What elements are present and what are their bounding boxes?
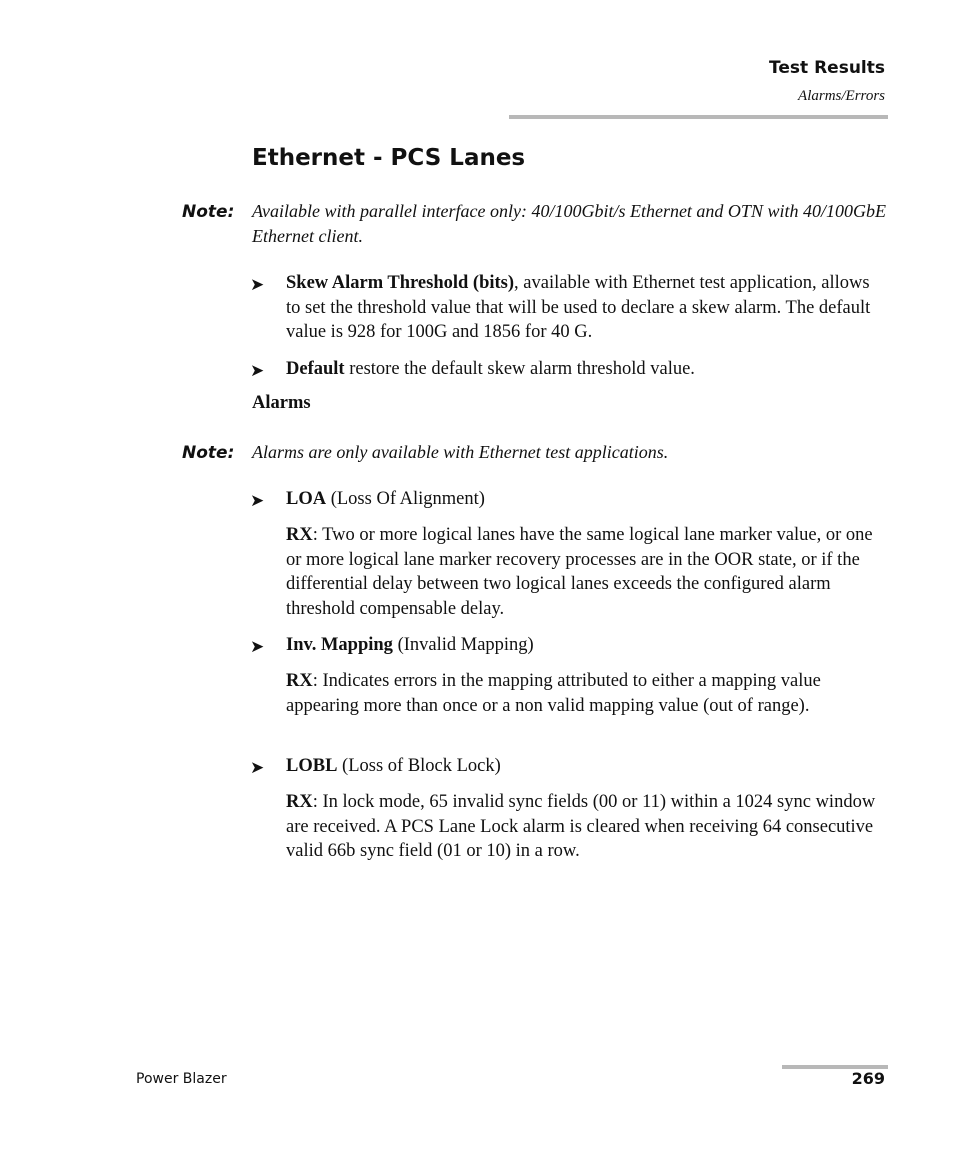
lobl-item: [286, 754, 886, 779]
note-label: Note:: [182, 202, 235, 222]
bullet-arrow-icon: ➤: [250, 275, 265, 294]
note-label: Note:: [182, 443, 235, 463]
section-title: Ethernet - PCS Lanes: [252, 145, 526, 171]
note-text: Alarms are only available with Ethernet test applications.: [252, 442, 669, 462]
loa-desc: (Loss Of Alignment): [326, 489, 485, 509]
inv-mapping-item: [286, 633, 886, 658]
lobl-term: LOBL: [286, 756, 338, 776]
running-header-title: Test Results: [769, 58, 885, 78]
rx-label: RX: [286, 792, 313, 812]
inv-mapping-rx-text: : Indicates errors in the mapping attributed to either a mapping value appearing more than once or a non valid mapping value (out of range).: [286, 671, 821, 716]
inv-mapping-term: Inv. Mapping: [286, 635, 393, 655]
bullet-arrow-icon: ➤: [250, 361, 265, 380]
default-text: restore the default skew alarm threshold value.: [344, 359, 695, 379]
footer-product-name: Power Blazer: [136, 1071, 227, 1087]
loa-rx: [286, 523, 886, 621]
lobl-rx-text: : In lock mode, 65 invalid sync fields (00 or 11) within a 1024 sync window are received. A PCS Lane Lock alarm is cleared when receiving 64 consecutive valid 66b sync field (01 or 10) in a row.: [286, 792, 876, 861]
bullet-arrow-icon: ➤: [250, 758, 265, 777]
default-item: [286, 357, 886, 382]
default-term: Default: [286, 359, 345, 379]
lobl-desc: (Loss of Block Lock): [337, 756, 501, 776]
loa-rx-text: : Two or more logical lanes have the same logical lane marker value, or one or more logical lane marker recovery processes are in the OOR state, or if the differential delay between two logical lanes exceeds the configured alarm threshold compensable delay.: [286, 525, 873, 619]
bullet-arrow-icon: ➤: [250, 637, 265, 656]
header-rule: [509, 115, 888, 119]
loa-term: LOA: [286, 489, 327, 509]
rx-label: RX: [286, 671, 313, 691]
alarms-heading: Alarms: [252, 393, 311, 413]
inv-mapping-desc: (Invalid Mapping): [392, 635, 534, 655]
lobl-rx: [286, 790, 886, 864]
rx-label: RX: [286, 525, 313, 545]
inv-mapping-rx: [286, 669, 886, 718]
page-number: 269: [851, 1069, 885, 1088]
skew-threshold-text: , available with Ethernet test application, allows to set the threshold value that will be used to declare a skew alarm. The default value is 928 for 100G and 1856 for 40 G.: [286, 273, 871, 342]
loa-item: [286, 487, 886, 512]
note-text: Available with parallel interface only: 40/100Gbit/s Ethernet and OTN with 40/100GbE Ethernet client.: [252, 201, 886, 246]
skew-threshold-item: [286, 271, 886, 345]
running-header-subtitle: Alarms/Errors: [798, 88, 885, 104]
bullet-arrow-icon: ➤: [250, 491, 265, 510]
skew-threshold-term: Skew Alarm Threshold (bits): [286, 273, 515, 293]
